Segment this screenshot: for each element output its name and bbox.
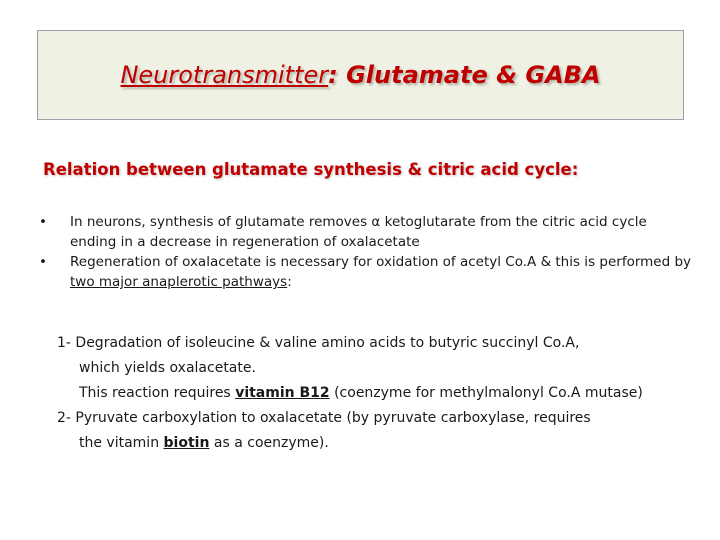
- step-1-line-1: 1- Degradation of isoleucine & valine amino acids to butyric succinyl Co.A,: [57, 335, 580, 351]
- bullet-dot: •: [39, 214, 47, 230]
- step-1-line-3: [57, 381, 697, 406]
- title-rest: Glutamate & GABA: [337, 61, 601, 89]
- step-1-line-3-before: This reaction requires: [79, 385, 236, 401]
- slide-title: [120, 61, 600, 89]
- title-underlined: Neurotransmitter: [120, 61, 329, 89]
- bullet-text: Regeneration of oxalacetate is necessary for oxidation of acetyl Co.A & this is performed by: [70, 254, 692, 270]
- biotin-term: biotin: [163, 435, 210, 451]
- title-separator: :: [328, 61, 338, 89]
- bullet-text-end: :: [287, 274, 292, 290]
- bullet-item: [36, 252, 696, 292]
- step-2-line-2-after: as a coenzyme).: [209, 435, 329, 451]
- step-2-line-2: [57, 431, 697, 456]
- step-2-line-2-before: the vitamin: [79, 435, 164, 451]
- bullet-item: [36, 212, 696, 252]
- step-1-line-2: which yields oxalacetate.: [79, 360, 256, 376]
- section-heading: Relation between glutamate synthesis & citric acid cycle:: [43, 160, 579, 179]
- bullet-text: In neurons, synthesis of glutamate removes α ketoglutarate from the citric acid cycle ending in a decrease in regeneration of oxalacetate: [70, 214, 647, 250]
- step-1-line-3-after: (coenzyme for methylmalonyl Co.A mutase): [329, 385, 643, 401]
- pathways-term: two major anaplerotic pathways: [70, 274, 288, 290]
- pathway-steps: [57, 331, 697, 456]
- vitamin-b12-term: vitamin B12: [235, 385, 330, 401]
- title-box: [37, 30, 684, 120]
- bullet-dot: •: [39, 254, 47, 270]
- bullet-list: [36, 212, 696, 292]
- step-2-line-1: 2- Pyruvate carboxylation to oxalacetate (by pyruvate carboxylase, requires: [57, 410, 591, 426]
